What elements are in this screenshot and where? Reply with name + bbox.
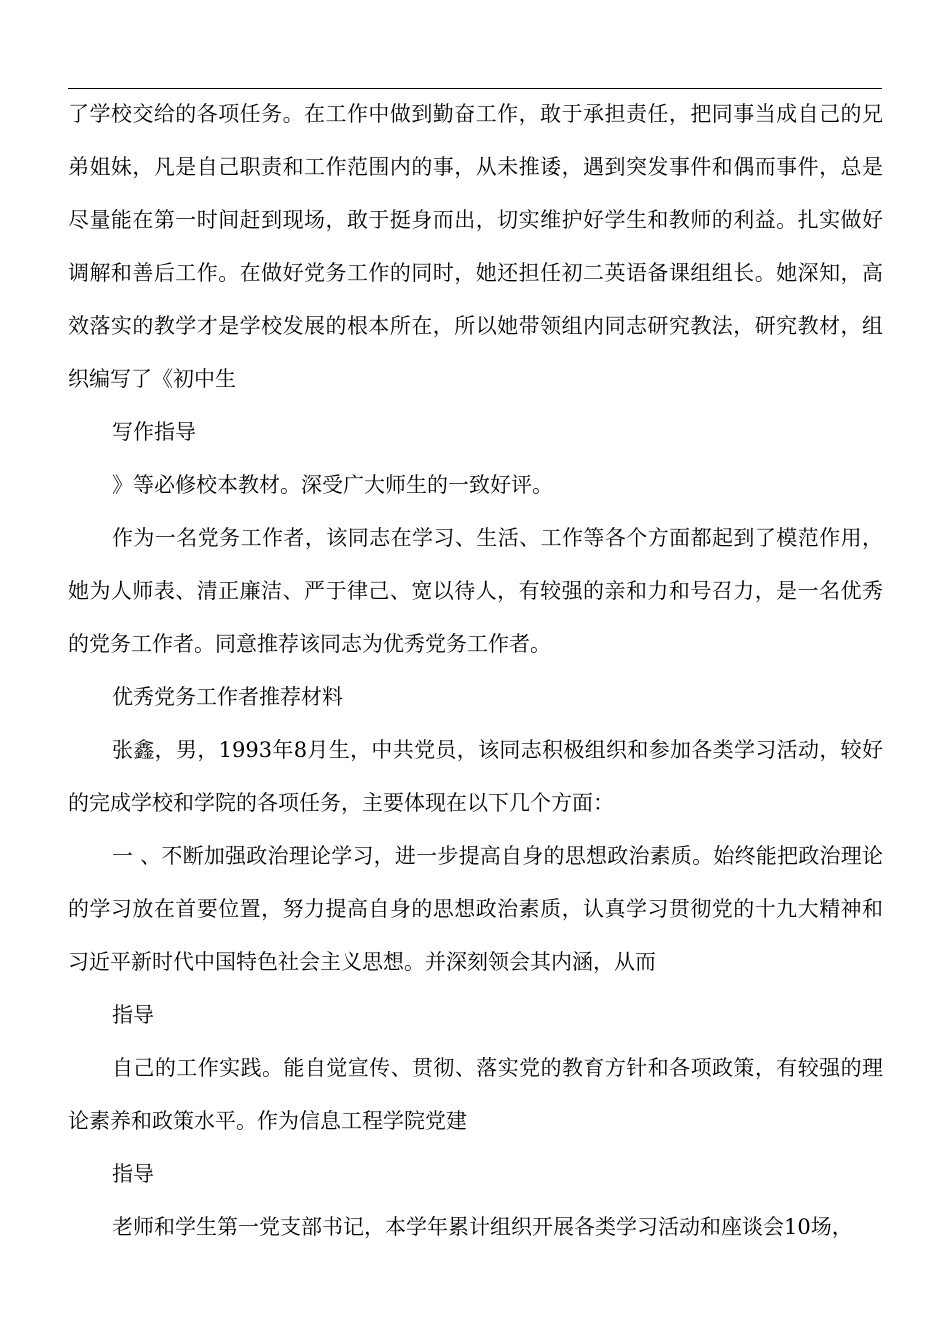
paragraph-7: 一 、不断加强政治理论学习，进一步提高自身的思想政治素质。始终能把政治理论的学习放在首要位置，努力提高自身的思想政治素质，认真学习贯彻党的十九大精神和习近平新时代中国特色社会主义思想。并深刻领会其内涵，从而 <box>68 844 883 974</box>
paragraph-9: 自己的工作实践。能自觉宣传、贯彻、落实党的教育方针和各项政策，有较强的理论素养和政策水平。作为信息工程学院党建 <box>68 1056 883 1133</box>
paragraph-6: 张鑫，男，1993年8月生，中共党员，该同志积极组织和参加各类学习活动，较好的完成学校和学院的各项任务，主要体现在以下几个方面： <box>68 738 883 815</box>
paragraph-4: 作为一名党务工作者，该同志在学习、生活、工作等各个方面都起到了模范作用，她为人师表、清正廉洁、严于律己、宽以待人，有较强的亲和力和号召力，是一名优秀的党务工作者。同意推荐该同志为优秀党务工作者。 <box>68 526 883 656</box>
paragraph-10: 指导 <box>112 1162 154 1186</box>
paragraph-8: 指导 <box>112 1003 154 1027</box>
document-body <box>68 88 883 1254</box>
paragraph-3: 》等必修校本教材。深受广大师生的一致好评。 <box>112 473 553 497</box>
paragraph-11: 老师和学生第一党支部书记，本学年累计组织开展各类学习活动和座谈会10场， <box>112 1215 853 1239</box>
section-heading: 优秀党务工作者推荐材料 <box>112 685 343 709</box>
paragraph-1: 了学校交给的各项任务。在工作中做到勤奋工作，敢于承担责任，把同事当成自己的兄弟姐妹，凡是自己职责和工作范围内的事，从未推诿，遇到突发事件和偶而事件，总是尽量能在第一时间赶到现场，敢于挺身而出，切实维护好学生和教师的利益。扎实做好调解和善后工作。在做好党务工作的同时，她还担任初二英语备课组组长。她深知，高效落实的教学才是学校发展的根本所在，所以她带领组内同志研究教法，研究教材，组织编写了《初中生 <box>68 102 883 391</box>
paragraph-2: 写作指导 <box>112 420 196 444</box>
